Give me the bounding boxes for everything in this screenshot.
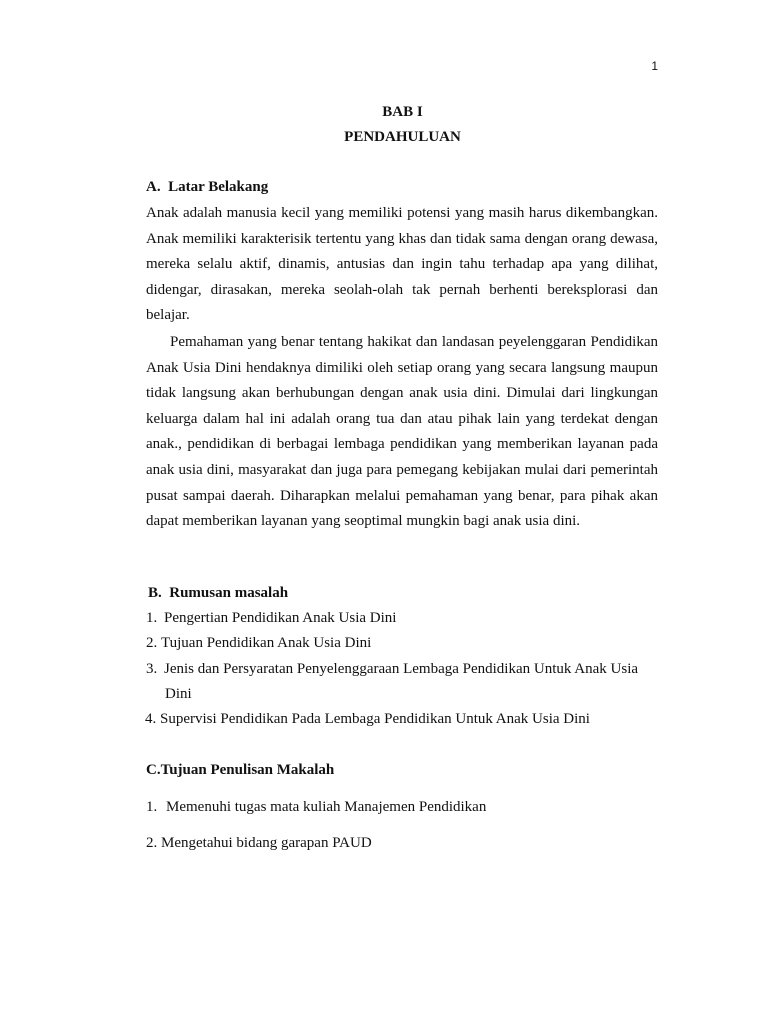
list-item-b4 (145, 711, 590, 728)
list-item-c2 (146, 835, 372, 852)
list-item-text: Tujuan Pendidikan Anak Usia Dini (161, 635, 372, 651)
section-a-title: A. Latar Belakang (146, 179, 269, 195)
chapter-title: PENDAHULUAN (344, 129, 461, 145)
page-number: 1 (651, 59, 658, 73)
list-item-b3-continuation: Dini (165, 686, 192, 702)
section-b-title: B. Rumusan masalah (148, 585, 289, 601)
list-item-number: 2. (146, 835, 158, 851)
list-item-c1 (146, 799, 486, 816)
list-item-text: Memenuhi tugas mata kuliah Manajemen Pendidikan (166, 799, 487, 815)
list-item-number: 4. (145, 711, 157, 727)
list-item-text: Pengertian Pendidikan Anak Usia Dini (164, 610, 397, 626)
section-a-paragraph-1: Anak adalah manusia kecil yang memiliki potensi yang masih harus dikembangkan. Anak memiliki karakterisik tertentu yang khas dan tidak sama dengan orang dewasa, mereka selalu aktif, dinamis, antusias dan ingin tahu terhadap apa yang dilihat, didengar, dirasakan, mereka seolah-olah tak pernah berhenti bereksplorasi dan belajar. (146, 205, 658, 324)
list-item-text: Mengetahui bidang garapan PAUD (161, 835, 372, 851)
section-a-paragraph-2: Pemahaman yang benar tentang hakikat dan landasan peyelenggaran Pendidikan Anak Usia Dini hendaknya dimiliki oleh setiap orang yang secara langsung maupun tidak langsung akan berhubungan dengan anak usia dini. Dimulai dari lingkungan keluarga dalam hal ini adalah orang tua dan atau pihak lain yang terdekat dengan anak., pendidikan di berbagai lembaga pendidikan yang memberikan layanan pada anak usia dini, masyarakat dan juga para pemegang kebijakan mulai dari pemerintah pusat sampai daerah. Diharapkan melalui pemahaman yang benar, para pihak akan dapat memberikan layanan yang seoptimal mungkin bagi anak usia dini. (146, 334, 658, 530)
list-item-b3 (146, 661, 638, 678)
list-item-number: 3. (146, 661, 158, 677)
list-item-number: 1. (146, 610, 158, 626)
list-item-b1 (146, 610, 396, 627)
list-item-number: 2. (146, 635, 158, 651)
list-item-b2 (146, 635, 371, 652)
section-c-title: C.Tujuan Penulisan Makalah (146, 762, 335, 778)
list-item-text: Jenis dan Persyaratan Penyelenggaraan Lembaga Pendidikan Untuk Anak Usia (164, 661, 639, 677)
list-item-text: Supervisi Pendidikan Pada Lembaga Pendidikan Untuk Anak Usia Dini (160, 711, 590, 727)
chapter-number: BAB I (382, 104, 423, 120)
list-item-number: 1. (146, 799, 158, 815)
